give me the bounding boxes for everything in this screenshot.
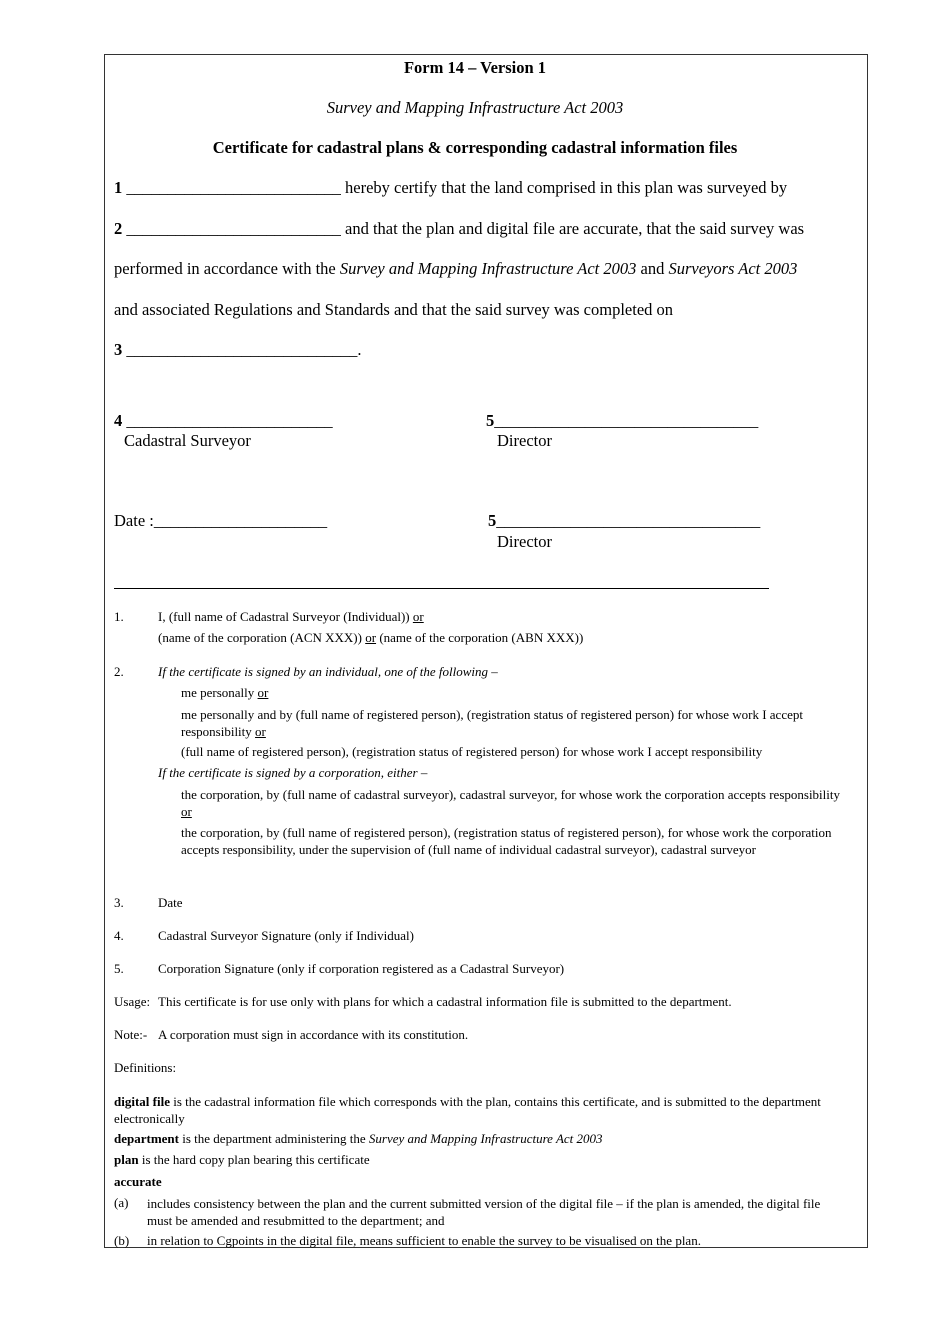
divider-line	[114, 588, 769, 589]
field-number-2: 2	[114, 219, 123, 238]
note-2-item-3: (full name of registered person), (registration status of registered person) for whose work I accept responsibility	[181, 744, 763, 759]
certify-line-3: performed in accordance with the Survey and Mapping Infrastructure Act 2003 and Surveyors Act 2003	[114, 259, 798, 278]
definition-department: department is the department administering the Survey and Mapping Infrastructure Act 2003	[114, 1131, 603, 1146]
signature-director-1: 5________________________________	[486, 411, 759, 430]
certify-line-1: 1 __________________________ hereby certify that the land comprised in this plan was surveyed by	[114, 178, 788, 197]
label-director-2: Director	[497, 532, 552, 551]
definitions-heading: Definitions:	[114, 1060, 177, 1075]
definition-accurate-a: includes consistency between the plan and the current submitted version of the digital file – if the plan is amended, the digital file must be amended and resubmitted to the department; and	[147, 1196, 821, 1228]
blank-surveyor-name[interactable]: __________________________	[126, 178, 341, 197]
note-3-number: 3.	[114, 895, 124, 910]
blank-date[interactable]: _____________________	[153, 511, 328, 530]
usage-text: This certificate is for use only with plans for which a cadastral information file is submitted to the department.	[158, 994, 732, 1009]
blank-director-signature-2[interactable]: ________________________________	[496, 511, 761, 530]
note-3-text: Date	[158, 895, 183, 910]
field-number-3: 3	[114, 340, 123, 359]
note-4-number: 4.	[114, 928, 124, 943]
definition-accurate-term: accurate	[114, 1174, 162, 1189]
note-5-text: Corporation Signature (only if corporation registered as a Cadastral Surveyor)	[158, 961, 565, 976]
note-2-item-2: me personally and by (full name of registered person), (registration status of registered person) for whose work I accept responsibility or	[181, 707, 803, 739]
label-cadastral-surveyor: Cadastral Surveyor	[124, 431, 251, 450]
certify-line-5	[114, 340, 362, 360]
blank-surveyed-by[interactable]: __________________________	[126, 219, 341, 238]
certify-line-4: and associated Regulations and Standards and that the said survey was completed on	[114, 300, 674, 319]
definition-accurate-b: in relation to Cgpoints in the digital file, means sufficient to enable the survey to be visualised on the plan.	[147, 1233, 701, 1248]
note-5-number: 5.	[114, 961, 124, 976]
note-2-corp-item-1: the corporation, by (full name of cadastral surveyor), cadastral surveyor, for whose work the corporation accepts responsibility or	[181, 787, 841, 819]
note-2-corp-item-2: the corporation, by (full name of registered person), (registration status of registered person), for whose work the corporation accepts responsibility, under the supervision of (full name of individual cadastral surveyor), cadastral surveyor	[181, 825, 832, 857]
act-name: Survey and Mapping Infrastructure Act 2003	[326, 98, 624, 117]
note-label: Note:-	[114, 1027, 148, 1042]
note-1-line-a: I, (full name of Cadastral Surveyor (Individual)) or	[158, 609, 424, 624]
note-text: A corporation must sign in accordance with its constitution.	[158, 1027, 469, 1042]
signature-director-2: 5________________________________	[488, 511, 761, 530]
definition-accurate-b-label: (b)	[114, 1233, 130, 1248]
usage-label: Usage:	[114, 994, 151, 1009]
note-4-text: Cadastral Surveyor Signature (only if Individual)	[158, 928, 414, 943]
form-title: Form 14 – Version 1	[403, 58, 547, 77]
definition-digital-file: digital file is the cadastral information file which corresponds with the plan, contains this certificate, and is submitted to the department electronically	[114, 1094, 821, 1126]
certificate-title: Certificate for cadastral plans & corresponding cadastral information files	[212, 138, 738, 157]
field-number-1: 1	[114, 178, 123, 197]
note-2-number: 2.	[114, 664, 124, 679]
note-1-number: 1.	[114, 609, 124, 624]
blank-director-signature-1[interactable]: ________________________________	[494, 411, 759, 430]
definition-accurate-a-label: (a)	[114, 1195, 129, 1210]
note-2-item-1: me personally or	[181, 685, 269, 700]
note-2-heading-2: If the certificate is signed by a corporation, either –	[158, 765, 428, 780]
signature-surveyor: 4 _________________________	[114, 411, 333, 430]
label-director-1: Director	[497, 431, 552, 450]
note-1-line-b: (name of the corporation (ACN XXX)) or (name of the corporation (ABN XXX))	[158, 630, 584, 645]
definition-plan: plan is the hard copy plan bearing this certificate	[114, 1152, 370, 1167]
note-2-heading: If the certificate is signed by an individual, one of the following –	[158, 664, 498, 679]
certify-line-2: 2 __________________________ and that the plan and digital file are accurate, that the said survey was	[114, 219, 805, 238]
blank-completion-date[interactable]: ____________________________.	[126, 340, 362, 359]
blank-surveyor-signature[interactable]: _________________________	[126, 411, 333, 430]
date-field: Date :_____________________	[114, 511, 328, 530]
